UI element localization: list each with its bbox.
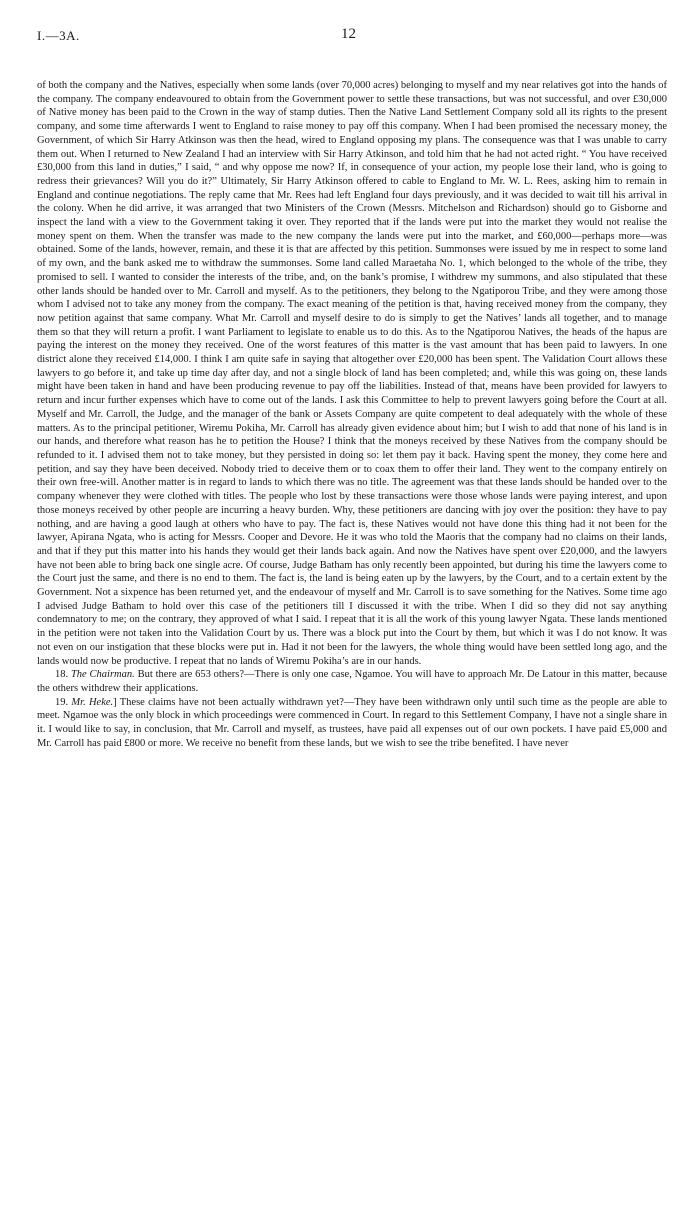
paragraph-18 [37,668,667,695]
speaker-name: The Chairman. [70,669,135,681]
document-page [37,0,668,749]
paragraph-19 [37,696,667,751]
question-number: 18. [55,669,69,681]
page-header [37,0,667,70]
document-body [37,79,667,750]
question-number: 19. [55,696,69,708]
speaker-name: Mr. Heke. [71,696,114,708]
page-number: 12 [341,26,356,42]
document-reference: I.—3A. [37,28,80,43]
paragraph-continued: of both the company and the Natives, especially when some lands (over 70,000 acres) belonging to myself and my near relatives got into the hands of the company. The company endeavoured to obtain from the Government power to settle these transactions, but was not successful, and over £30,000 of Native money has been paid to the Crown in the way of stamp duties. Then the Native Land Settlement Company sold all its rights to the present company, and some time afterwards I went to England to raise money to pay off this company. When I had been promised the necessary money, the Government, of which Sir Harry Atkinson was then the head, wired to England opposing my plans. The consequence was that I was unable to carry them out. When I returned to New Zealand I had an interview with Sir Harry Atkinson, and told him that he had not acted right. “ You have received £30,000 from this land in duties,” I said, “ and why oppose me now? If, in consequence of your action, my people lose their land, who is going to redress their grievances? Will you do it?” Ultimately, Sir Harry Atkinson offered to cable to England to Mr. W. L. Rees, asking him to remain in England and continue negotiations. The reply came that Mr. Rees had left England four days previously, and it was decided to wait till his arrival in the colony. When he did arrive, it was arranged that two Ministers of the Crown (Messrs. Mitchelson and Richardson) should go to Gisborne and inspect the land with a view to the Government taking it over. They reported that if the lands were put into the market they would not realise the money spent on them. When the transfer was made to the new company the lands were put into the market, and £60,000—perhaps more—was obtained. Some of the lands, however, remain, and these it is that are affected by this petition. Summonses were issued by me in respect to some land of my own, and the bank asked me to withdraw the summonses. Some land called Maraetaha No. 1, which belonged to the whole of the tribe, they promised to sell. I wanted to consider the interests of the tribe, and, on the bank’s promise, I withdrew my summons, and also stipulated that these other lands should be handed over to Mr. Carroll and myself. As to the petitioners, they belong to the Ngatiporou Tribe, and they were among those whom I advised not to take any money from the company. The exact meaning of the petition is that, having received money from the company, they now petition against that same company. What Mr. Carroll and myself desire to do is simply to get the Natives’ lands all together, and to manage them so that they will return a profit. I want Parliament to legislate to enable us to do this. As to the Ngatiporou Natives, the heads of the hapus are paying the interest on the money they received. One of the worst features of this matter is the vast amount that has been paid to lawyers. In one district alone they received £14,000. I think I am quite safe in saying that altogether over £20,000 has been spent. The Validation Court allows these lawyers to go before it, and take up time day after day, and not a single block of land has been completed; and, while this was going on, these lands might have been taken in hand and have been producing revenue to pay off the liabilities. Instead of that, means have been provided for lawyers to return and incur further expenses which have to come out of the lands. I ask this Committee to help to prevent lawyers going before the Court at all. Myself and Mr. Carroll, the Judge, and the manager of the bank or Assets Company are quite competent to deal adequately with the whole of these matters. As to the principal petitioner, Wiremu Pokiha, Mr. Carroll has already given evidence about him; but I wish to add that none of his land is in our hands, and therefore what reason has he to petition the House? I think that the moneys received by these Natives from the company should be refunded to it. I advised them not to take money, but they persisted in doing so: let them pay it back. Having spent the money, they come here and petition, and say they have been deceived. Nobody tried to deceive them or to coax them to offer their land. They went to the company entirely on their own free-will. Another matter is in regard to lands to which there was no title. The agreement was that these lands should be handed over to the company whenever they were clothed with titles. The people who lost by these transactions were those whose lands were paying interest, and upon those moneys received by other people are incurring a heavy burden. Why, these petitioners are dancing with joy over the position: they have to pay nothing, and are having a good laugh at others who have to pay. The fact is, these Natives would not have done this thing had it not been for the lawyer, Apirana Ngata, who is acting for Messrs. Cooper and Devore. He it was who told the Maoris that the company had no claims on their lands, and that if they put this matter into his hands they would get their lands back again. And now the Natives have spent over £20,000, and the lawyers have not been able to bring back one single acre. Of course, Judge Batham has only recently been appointed, but during his time the lawyers come to the Court just the same, and there is no end to them. The fact is, the land is being eaten up by the lawyers, by the Court, and to a certain extent by the Government. Not a sixpence has been returned yet, and the endeavour of myself and Mr. Carroll is to save something for the Natives. Some time ago I advised Judge Batham to hold over this case of the petitioners till I discussed it with the tribe. When I did so they did not say anything condemnatory to me; on the contrary, they approved of what I said. I repeat that it is all the work of this young lawyer Ngata. These lands mentioned in the petition were not taken into the Validation Court by us. There was a block put into the Court by them, but which it was I do not know. It was not even on our instigation that these blocks were put in. Had it not been for the lawyers, the whole thing would have been settled long ago, and the lands would now be productive. I repeat that no lands of Wiremu Pokiha’s are in our hands. [37,80,667,667]
paragraph-text: But there are 653 others?—There is only one case, Ngamoe. You will have to approach Mr. De Latour in this matter, because the others withdrew their applications. [37,669,668,694]
paragraph-text: ] These claims have not been actually withdrawn yet?—They have been withdrawn only until such time as the people are able to meet. Ngamoe was the only block in which proceedings were commenced in Court. In regard to this Settlement Company, I have not a single share in it. I would like to say, in conclusion, that Mr. Carroll and myself, as trustees, have paid all expenses out of our own pockets. I have paid £5,000 and Mr. Carroll has paid £800 or more. We receive no benefit from these lands, but we wish to see the tribe benefited. I have never [37,696,667,749]
